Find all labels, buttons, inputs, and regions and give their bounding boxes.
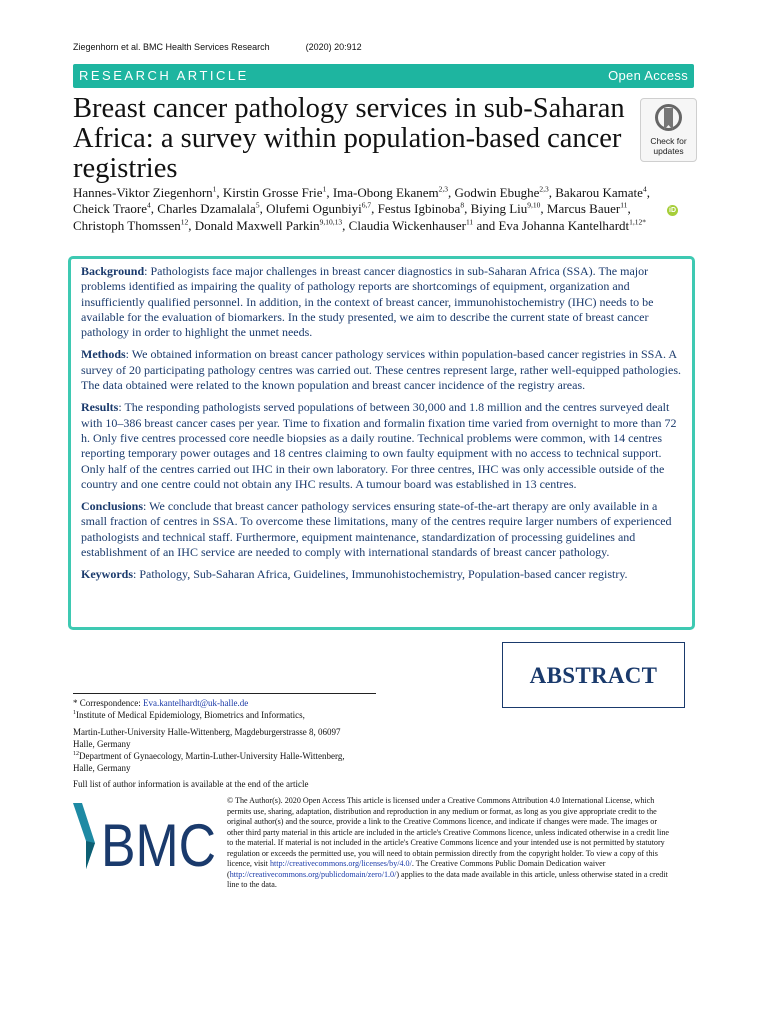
affiliation-12-number: 12 (73, 751, 79, 757)
author-separator: , (150, 201, 158, 217)
author-affiliation: 8 (460, 200, 465, 210)
author-list (73, 185, 668, 234)
author-name: Marcus Bauer (546, 201, 621, 217)
abstract-methods (81, 347, 684, 393)
author-affiliation: 9,10,13 (319, 217, 343, 227)
author-name: Cheick Traore (73, 201, 148, 217)
abstract-heading: ABSTRACT (529, 663, 658, 688)
author-affiliation: 12 (180, 217, 189, 227)
author-name: Claudia Wickenhauser (348, 217, 466, 233)
journal-citation: Ziegenhorn et al. BMC Health Services Research (73, 42, 270, 52)
author-separator: , (216, 185, 223, 200)
author-affiliation: 6,7 (361, 200, 372, 210)
abstract-conclusions (81, 499, 684, 560)
license-text-1: © The Author(s). 2020 Open Access This article is licensed under a Creative Commons Attribution 4.0 International License, which permits use, sharing, adaptation, distribution and reproduction in any medium or format, as long as you give appropriate credit to the original author(s) and the source, provide a link to the Creative Commons licence, and indicate if changes were made. The images or other third party material in this article are included in the article's Creative Commons licence, unless indicated otherwise in a credit line to the material. If material is not included in the article's Creative Commons licence and your intended use is not permitted by statutory regulation or exceeds the permitted use, you will need to obtain permission directly from the copyright holder. To view a copy of this licence, visit (227, 796, 669, 868)
abstract-results (81, 400, 684, 492)
article-type-banner (73, 64, 694, 88)
author-separator: , (464, 201, 471, 217)
methods-text: : We obtained information on breast cancer pathology services within population-based cancer registries in SSA. A survey of 20 participating pathology centres was carried out. These centres represent large, rather well-equipped pathologies. The data obtained were related to the known population and breast cancer incidence of the registry areas. (81, 347, 682, 393)
author-separator: , (548, 185, 556, 200)
correspondence-email-link[interactable]: Eva.kantelhardt@uk-halle.de (142, 698, 249, 708)
open-access-label: Open Access (608, 68, 688, 83)
bmc-logo-text: BMC (101, 812, 216, 873)
author-name: Godwin Ebughe (454, 185, 540, 200)
author-affiliation: 9,10 (527, 200, 541, 210)
author-separator: , (447, 185, 455, 200)
author-affiliation: 11 (465, 217, 474, 227)
author-name: Bakarou Kamate (555, 185, 643, 200)
article-title: Breast cancer pathology services in sub-Saharan Africa: a survey within population-based cancer registries (73, 93, 625, 184)
check-updates-line1: Check for (650, 136, 687, 146)
author-affiliation: 2,3 (539, 184, 549, 194)
check-for-updates-badge[interactable] (640, 98, 697, 162)
author-name: Olufemi Ogunbiyi (266, 201, 362, 217)
author-affiliation: 2,3 (438, 184, 448, 194)
affiliation-12-line2: Halle, Germany (73, 763, 131, 773)
author-affiliation: 1,12* (629, 217, 647, 227)
check-updates-line2: updates (653, 146, 684, 156)
correspondence-prefix: * Correspondence: (73, 698, 143, 708)
orcid-icon[interactable]: iD (669, 207, 676, 214)
cc-by-license-link[interactable]: http://creativecommons.org/licenses/by/4.0/ (269, 859, 412, 868)
keywords-label: Keywords (81, 567, 133, 582)
keywords-text: : Pathology, Sub-Saharan Africa, Guidelines, Immunohistochemistry, Population-based cancer registry. (133, 567, 628, 582)
author-name: Hannes-Viktor Ziegenhorn (73, 185, 213, 200)
affiliation-1-line3: Halle, Germany (73, 739, 131, 749)
author-separator: , (188, 217, 195, 233)
author-name: Christoph Thomssen (73, 217, 181, 233)
background-text: : Pathologists face major challenges in breast cancer diagnostics in sub-Saharan Africa (SSA). The major problems identified as impairing the quality of pathology reports are shortcomings of equipment, organization and insufficiently qualified personnel. In addition, in the context of breast cancer, immunohistochemistry (IHC) needs to be available for the evaluation of biomarkers. In the study presented, we aim to describe the current state of breast cancer pathology in order to highlight the unmet needs. (81, 264, 654, 340)
abstract-body (81, 264, 684, 590)
abstract-keywords (81, 567, 684, 582)
full-author-info-note: Full list of author information is available at the end of the article (73, 779, 309, 789)
author-name: Kirstin Grosse Frie (222, 185, 323, 200)
affiliation-1-number: 1 (73, 710, 76, 716)
author-name: Donald Maxwell Parkin (194, 217, 320, 233)
author-affiliation: 4 (147, 200, 151, 210)
author-separator: , (627, 201, 631, 217)
author-separator: , (326, 185, 333, 200)
author-separator: , (259, 201, 267, 217)
affiliation-1-line1: Institute of Medical Epidemiology, Biometrics and Informatics, (76, 710, 305, 720)
author-name: Eva Johanna Kantelhardt (498, 217, 630, 233)
author-affiliation: 1 (212, 184, 217, 194)
results-label: Results (81, 400, 119, 415)
license-statement (227, 796, 675, 891)
affiliation-12-line1: Department of Gynaecology, Martin-Luther-University Halle-Wittenberg, (79, 751, 345, 761)
running-head (73, 42, 362, 52)
results-text: : The responding pathologists served populations of between 30,000 and 1.8 million and the centres surveyed dealt with 10–386 breast cancer cases per year. Time to fixation and formalin fixation time varied from overnight to more than 72 h. Only five centres processed core needle biopsies as a daily routine. Technical problems were common, with 14 centres reporting temporary power outages and 18 centres claiming to own faulty equipment with no access to technical support. Only half of the centres carried out IHC in their own laboratory. For three centres, IHC was only accessible outside of the country and one centre could not obtain any IHC results. A tumour board was established in 13 centres. (81, 400, 677, 491)
methods-label: Methods (81, 347, 126, 362)
article-type: RESEARCH ARTICLE (79, 68, 249, 83)
cc-zero-waiver-link[interactable]: http://creativecommons.org/publicdomain/zero/1.0/ (229, 869, 397, 879)
conclusions-text: : We conclude that breast cancer pathology services ensuring state-of-the-art therapy are only available in a small fraction of centres in SSA. To overcome these limitations, many of the centres require larger numbers of experienced pathologists and technical staff. Furthermore, equipment maintenance, standardization of processing guidelines and establishment of an IHC service are needed to comply with international standards of breast cancer pathology. (81, 499, 672, 560)
author-separator: , (540, 201, 547, 217)
author-separator: and (473, 217, 499, 233)
license-text-2: . The Creative Commons Public Domain Dedication waiver ( (227, 859, 606, 879)
affiliation-1-line2: Martin-Luther-University Halle-Wittenberg, Magdeburgerstrasse 8, 06097 (73, 727, 341, 737)
author-name: Festus Igbinoba (377, 201, 461, 217)
author-affiliation: 1 (322, 184, 327, 194)
volume-citation: (2020) 20:912 (305, 42, 362, 52)
author-separator: , (646, 185, 650, 200)
author-name: Ima-Obong Ekanem (332, 185, 439, 200)
bmc-logo (73, 803, 218, 878)
author-affiliation: 5 (255, 200, 260, 210)
background-label: Background (81, 264, 145, 278)
author-name: Charles Dzamalala (157, 201, 256, 217)
abstract-background (81, 264, 684, 340)
author-affiliation: 11 (620, 200, 628, 210)
correspondence-footnote (73, 697, 373, 790)
author-affiliation: 4 (642, 184, 647, 194)
check-updates-icon (654, 103, 683, 140)
author-separator: , (342, 217, 349, 233)
conclusions-label: Conclusions (81, 499, 144, 514)
license-text-3: ) applies to the data made available in this article, unless otherwise stated in a credit line to the data. (227, 869, 668, 889)
author-name: Biying Liu (470, 201, 528, 217)
abstract-label-box (502, 642, 685, 708)
footnote-divider (73, 693, 376, 694)
author-separator: , (371, 201, 378, 217)
